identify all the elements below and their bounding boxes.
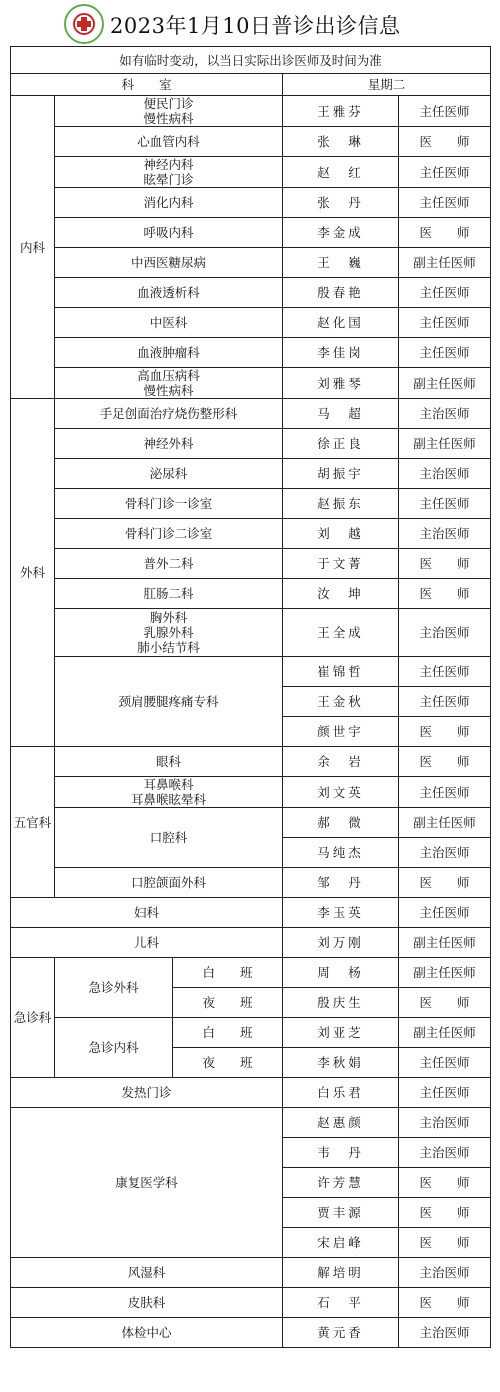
dept-cell: 耳鼻喉科 耳鼻喉眩晕科 xyxy=(55,777,283,808)
doctor-title: 主任医师 xyxy=(399,96,491,127)
dept-cell: 胸外科 乳腺外科 肺小结节科 xyxy=(55,609,283,657)
shift-cell: 夜 班 xyxy=(173,1048,283,1078)
doctor-title: 医 师 xyxy=(399,717,491,747)
dept-cell: 眼科 xyxy=(55,747,283,777)
dept-cell: 骨科门诊二诊室 xyxy=(55,519,283,549)
dept-cell: 神经外科 xyxy=(55,429,283,459)
doctor-title: 主任医师 xyxy=(399,898,491,928)
doctor-name: 赵 红 xyxy=(283,157,399,188)
doctor-title: 主任医师 xyxy=(399,489,491,519)
doctor-name: 崔锦哲 xyxy=(283,657,399,687)
dept-cell: 骨科门诊一诊室 xyxy=(55,489,283,519)
doctor-name: 汝 坤 xyxy=(283,579,399,609)
doctor-name: 刘文英 xyxy=(283,777,399,808)
group-waike: 外科 xyxy=(11,399,55,747)
doctor-name: 韦 丹 xyxy=(283,1138,399,1168)
doctor-name: 刘雅琴 xyxy=(283,368,399,399)
doctor-name: 许芳慧 xyxy=(283,1168,399,1198)
doctor-title: 医 师 xyxy=(399,1168,491,1198)
dept-cell: 肛肠二科 xyxy=(55,579,283,609)
doctor-name: 马纯杰 xyxy=(283,838,399,868)
doctor-title: 医 师 xyxy=(399,988,491,1018)
doctor-title: 主治医师 xyxy=(399,459,491,489)
doctor-name: 马 超 xyxy=(283,399,399,429)
doctor-title: 主治医师 xyxy=(399,519,491,549)
doctor-title: 主治医师 xyxy=(399,838,491,868)
doctor-title: 副主任医师 xyxy=(399,808,491,838)
dept-cell: 心血管内科 xyxy=(55,127,283,157)
dept-cell: 泌尿科 xyxy=(55,459,283,489)
doctor-name: 邹 丹 xyxy=(283,868,399,898)
doctor-title: 副主任医师 xyxy=(399,248,491,278)
doctor-title: 主治医师 xyxy=(399,1108,491,1138)
doctor-title: 主治医师 xyxy=(399,1258,491,1288)
dept-cell: 普外二科 xyxy=(55,549,283,579)
doctor-name: 张 琳 xyxy=(283,127,399,157)
doctor-name: 李玉英 xyxy=(283,898,399,928)
doctor-title: 医 师 xyxy=(399,1288,491,1318)
doctor-name: 胡振宇 xyxy=(283,459,399,489)
doctor-title: 主治医师 xyxy=(399,1138,491,1168)
doctor-name: 刘 越 xyxy=(283,519,399,549)
doctor-name: 王金秋 xyxy=(283,687,399,717)
doctor-name: 贾丰源 xyxy=(283,1198,399,1228)
dept-cell: 皮肤科 xyxy=(11,1288,283,1318)
doctor-name: 颜世宇 xyxy=(283,717,399,747)
doctor-title: 副主任医师 xyxy=(399,928,491,958)
doctor-title: 主任医师 xyxy=(399,278,491,308)
doctor-name: 周 杨 xyxy=(283,958,399,988)
doctor-name: 李佳岗 xyxy=(283,338,399,368)
doctor-title: 主治医师 xyxy=(399,1318,491,1348)
shift-cell: 白 班 xyxy=(173,1018,283,1048)
doctor-title: 主任医师 xyxy=(399,308,491,338)
group-wuguan: 五官科 xyxy=(11,747,55,898)
doctor-title: 主任医师 xyxy=(399,687,491,717)
doctor-title: 主任医师 xyxy=(399,657,491,687)
dept-cell: 急诊内科 xyxy=(55,1018,173,1078)
group-jizhen: 急诊科 xyxy=(11,958,55,1078)
doctor-title: 医 师 xyxy=(399,218,491,248)
dept-cell: 康复医学科 xyxy=(11,1108,283,1258)
dept-cell: 发热门诊 xyxy=(11,1078,283,1108)
dept-cell: 口腔颌面外科 xyxy=(55,868,283,898)
group-neike: 内科 xyxy=(11,96,55,399)
doctor-title: 医 师 xyxy=(399,1198,491,1228)
doctor-title: 主治医师 xyxy=(399,399,491,429)
hospital-logo-icon xyxy=(64,4,104,44)
dept-cell: 风湿科 xyxy=(11,1258,283,1288)
doctor-name: 刘亚芝 xyxy=(283,1018,399,1048)
doctor-name: 张 丹 xyxy=(283,188,399,218)
dept-cell: 便民门诊 慢性病科 xyxy=(55,96,283,127)
dept-cell: 消化内科 xyxy=(55,188,283,218)
dept-cell: 儿科 xyxy=(11,928,283,958)
doctor-title: 主任医师 xyxy=(399,1048,491,1078)
page-header xyxy=(0,0,500,46)
dept-cell: 中医科 xyxy=(55,308,283,338)
dept-cell: 急诊外科 xyxy=(55,958,173,1018)
doctor-title: 医 师 xyxy=(399,1228,491,1258)
doctor-title: 主任医师 xyxy=(399,1078,491,1108)
doctor-name: 宋启峰 xyxy=(283,1228,399,1258)
header-day: 星期二 xyxy=(283,74,491,96)
doctor-name: 徐正良 xyxy=(283,429,399,459)
shift-cell: 白 班 xyxy=(173,958,283,988)
doctor-name: 李秋娟 xyxy=(283,1048,399,1078)
notice-text: 如有临时变动，以当日实际出诊医师及时间为准 xyxy=(11,47,491,74)
doctor-name: 殷春艳 xyxy=(283,278,399,308)
dept-cell: 颈肩腰腿疼痛专科 xyxy=(55,657,283,747)
doctor-name: 赵振东 xyxy=(283,489,399,519)
dept-cell: 体检中心 xyxy=(11,1318,283,1348)
dept-cell: 妇科 xyxy=(11,898,283,928)
doctor-title: 医 师 xyxy=(399,127,491,157)
doctor-name: 王雅芬 xyxy=(283,96,399,127)
dept-cell: 口腔科 xyxy=(55,808,283,868)
doctor-title: 医 师 xyxy=(399,579,491,609)
doctor-name: 殷庆生 xyxy=(283,988,399,1018)
dept-cell: 手足创面治疗烧伤整形科 xyxy=(55,399,283,429)
doctor-name: 李金成 xyxy=(283,218,399,248)
dept-cell: 血液透析科 xyxy=(55,278,283,308)
doctor-name: 黄元香 xyxy=(283,1318,399,1348)
doctor-name: 白乐君 xyxy=(283,1078,399,1108)
doctor-name: 赵惠颜 xyxy=(283,1108,399,1138)
shift-cell: 夜 班 xyxy=(173,988,283,1018)
doctor-name: 解培明 xyxy=(283,1258,399,1288)
doctor-title: 副主任医师 xyxy=(399,1018,491,1048)
doctor-name: 于文菁 xyxy=(283,549,399,579)
dept-cell: 神经内科 眩晕门诊 xyxy=(55,157,283,188)
doctor-title: 副主任医师 xyxy=(399,958,491,988)
doctor-title: 主任医师 xyxy=(399,157,491,188)
doctor-name: 郝 微 xyxy=(283,808,399,838)
doctor-title: 副主任医师 xyxy=(399,368,491,399)
header-dept: 科 室 xyxy=(11,74,283,96)
doctor-title: 医 师 xyxy=(399,747,491,777)
doctor-title: 副主任医师 xyxy=(399,429,491,459)
page-title: 2023年1月10日普诊出诊信息 xyxy=(110,14,401,38)
doctor-name: 王 巍 xyxy=(283,248,399,278)
doctor-name: 赵化国 xyxy=(283,308,399,338)
dept-cell: 中西医糖尿病 xyxy=(55,248,283,278)
dept-cell: 呼吸内科 xyxy=(55,218,283,248)
dept-cell: 高血压病科 慢性病科 xyxy=(55,368,283,399)
doctor-title: 医 师 xyxy=(399,549,491,579)
doctor-title: 主治医师 xyxy=(399,609,491,657)
doctor-title: 主任医师 xyxy=(399,777,491,808)
schedule-table xyxy=(10,46,491,1348)
doctor-title: 主任医师 xyxy=(399,338,491,368)
doctor-title: 医 师 xyxy=(399,868,491,898)
doctor-name: 石 平 xyxy=(283,1288,399,1318)
doctor-title: 主任医师 xyxy=(399,188,491,218)
doctor-name: 王全成 xyxy=(283,609,399,657)
dept-cell: 血液肿瘤科 xyxy=(55,338,283,368)
doctor-name: 刘万刚 xyxy=(283,928,399,958)
doctor-name: 余 岩 xyxy=(283,747,399,777)
